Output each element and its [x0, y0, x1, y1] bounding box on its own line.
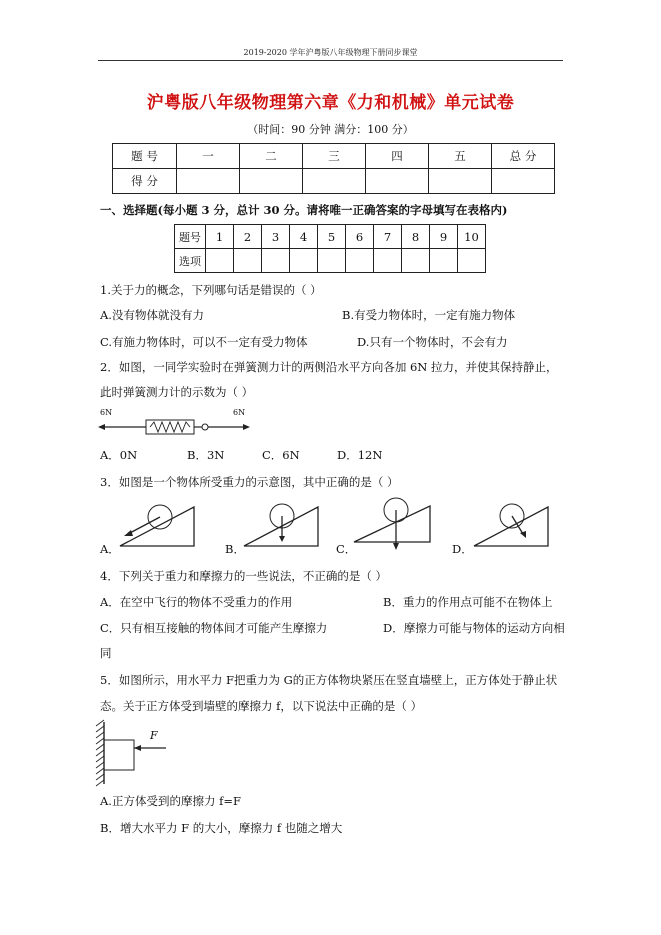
q5-option-b[interactable]: B．增大水平力 F 的大小，摩擦力 f 也随之增大 [100, 821, 343, 835]
q2-right-force-label: 6N [233, 408, 246, 417]
score-input-cell[interactable] [240, 169, 303, 194]
score-header-cell: 四 [366, 144, 429, 169]
q5-option-a[interactable]: A.正方体受到的摩擦力 f=F [100, 794, 241, 808]
gravity-diagram-d [472, 500, 550, 550]
q5-stem-line2: 态。关于正方体受到墙壁的摩擦力 f，以下说法中正确的是（ ） [100, 699, 423, 713]
answer-choice-label: 选项 [175, 249, 206, 273]
score-input-cell[interactable] [492, 169, 555, 194]
q5-force-label: F [150, 729, 158, 742]
q1-stem: 1.关于力的概念，下列哪句话是错误的（ ） [100, 283, 322, 297]
answer-number-cell: 4 [290, 225, 318, 249]
score-header-cell: 二 [240, 144, 303, 169]
answer-number-cell: 5 [318, 225, 346, 249]
q4-option-b[interactable]: B．重力的作用点可能不在物体上 [383, 595, 553, 609]
score-input-cell[interactable] [366, 169, 429, 194]
gravity-diagram-a [118, 500, 196, 550]
answer-choice-cell[interactable] [290, 249, 318, 273]
answer-choice-cell[interactable] [402, 249, 430, 273]
q1-option-b[interactable]: B.有受力物体时，一定有施力物体 [342, 308, 516, 322]
answer-choice-cell[interactable] [234, 249, 262, 273]
spring-scale-diagram [98, 415, 250, 439]
answer-number-cell: 7 [374, 225, 402, 249]
q2-option-b[interactable]: B．3N [187, 448, 225, 462]
score-table-score-row [113, 169, 555, 194]
q2-left-force-label: 6N [100, 408, 113, 417]
answer-table [174, 224, 486, 273]
answer-number-row [175, 225, 486, 249]
answer-choice-cell[interactable] [262, 249, 290, 273]
answer-number-label: 题号 [175, 225, 206, 249]
q2-option-d[interactable]: D．12N [337, 448, 383, 462]
answer-choice-cell[interactable] [430, 249, 458, 273]
q3-option-a[interactable]: A． [100, 542, 120, 556]
q1-option-c[interactable]: C.有施力物体时，可以不一定有受力物体 [100, 335, 308, 349]
answer-number-cell: 8 [402, 225, 430, 249]
answer-number-cell: 3 [262, 225, 290, 249]
q5-stem-line1: 5．如图所示，用水平力 F把重力为 G的正方体物块紧压在竖直墙壁上，正方体处于静止状 [100, 673, 558, 687]
answer-choice-cell[interactable] [346, 249, 374, 273]
section1-heading: 一、选择题(每小题 3 分，总计 30 分。请将唯一正确答案的字母填写在表格内) [100, 203, 508, 217]
score-header-cell: 三 [303, 144, 366, 169]
answer-number-cell: 9 [430, 225, 458, 249]
q4-option-c[interactable]: C．只有相互接触的物体间才可能产生摩擦力 [100, 621, 328, 635]
score-input-cell[interactable] [177, 169, 240, 194]
answer-number-cell: 6 [346, 225, 374, 249]
score-header-cell: 总 分 [492, 144, 555, 169]
answer-number-cell: 10 [458, 225, 486, 249]
answer-choice-row [175, 249, 486, 273]
answer-number-cell: 2 [234, 225, 262, 249]
exam-subtitle: （时间：90 分钟 满分：100 分） [247, 123, 414, 136]
score-input-cell[interactable] [429, 169, 492, 194]
answer-choice-cell[interactable] [374, 249, 402, 273]
header-rule [98, 60, 563, 61]
gravity-diagram-c [352, 496, 432, 552]
answer-choice-cell[interactable] [318, 249, 346, 273]
q3-option-d[interactable]: D． [452, 542, 473, 556]
score-header-cell: 一 [177, 144, 240, 169]
answer-number-cell: 1 [206, 225, 234, 249]
score-header-cell: 五 [429, 144, 492, 169]
q2-option-c[interactable]: C．6N [262, 448, 300, 462]
score-header-cell: 题 号 [113, 144, 177, 169]
score-table-header-row [113, 144, 555, 169]
score-table [112, 143, 555, 194]
q4-stem: 4．下列关于重力和摩擦力的一些说法，不正确的是（ ） [100, 569, 387, 583]
wall-block-diagram [96, 720, 176, 788]
q4-option-d[interactable]: D．摩擦力可能与物体的运动方向相 [383, 621, 565, 635]
q1-option-d[interactable]: D.只有一个物体时，不会有力 [357, 335, 508, 349]
answer-choice-cell[interactable] [458, 249, 486, 273]
exam-title: 沪粤版八年级物理第六章《力和机械》单元试卷 [146, 93, 515, 113]
q3-stem: 3．如图是一个物体所受重力的示意图，其中正确的是（ ） [100, 475, 399, 489]
q4-option-d-continued: 同 [100, 646, 112, 660]
score-label-cell: 得 分 [113, 169, 177, 194]
answer-choice-cell[interactable] [206, 249, 234, 273]
q2-stem-line1: 2．如图，一同学实验时在弹簧测力计的两侧沿水平方向各加 6N 拉力，并使其保持静止， [100, 360, 558, 374]
q3-option-b[interactable]: B． [225, 542, 245, 556]
q2-stem-line2: 此时弹簧测力计的示数为（ ） [100, 385, 254, 399]
gravity-diagram-b [242, 500, 320, 550]
q1-option-a[interactable]: A.没有物体就没有力 [100, 308, 204, 322]
page-header: 2019-2020 学年沪粤版八年级物理下册同步课堂 [243, 48, 418, 57]
q2-option-a[interactable]: A．0N [100, 448, 138, 462]
q3-option-c[interactable]: C． [336, 542, 357, 556]
q4-option-a[interactable]: A．在空中飞行的物体不受重力的作用 [100, 595, 293, 609]
score-input-cell[interactable] [303, 169, 366, 194]
